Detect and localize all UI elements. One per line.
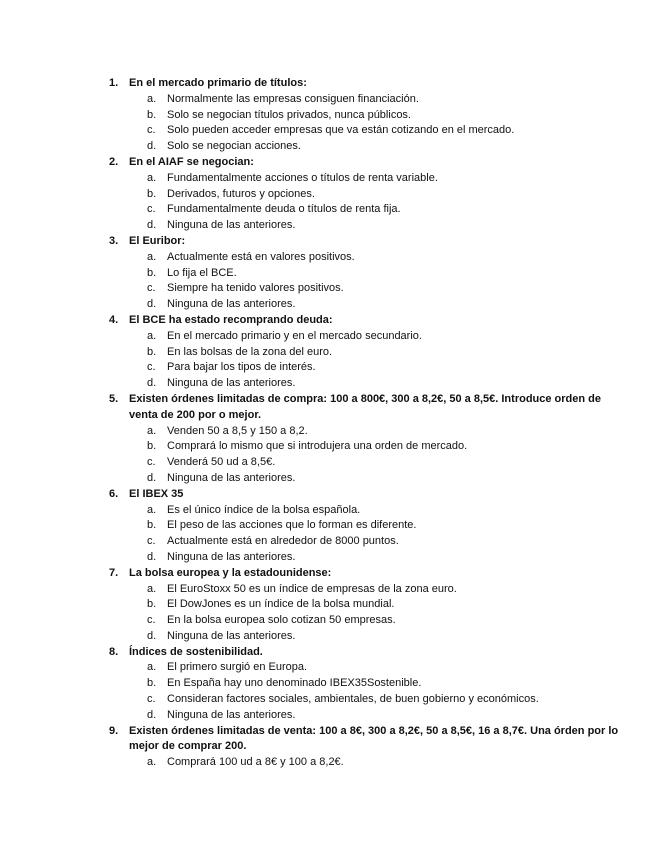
option-list (109, 171, 629, 234)
option-letter: a. (147, 92, 157, 105)
option-letter: a. (147, 503, 157, 516)
option-letter: c. (147, 282, 156, 295)
option-text: Solo se negocian títulos privados, nunca públicos. (167, 108, 411, 121)
option-text: Consideran factores sociales, ambientales, de buen gobierno y económicos. (167, 693, 539, 706)
option-text: Es el único índice de la bolsa española. (167, 503, 361, 516)
question-heading (109, 313, 629, 329)
question-number: 1. (109, 77, 119, 89)
option-text: El DowJones es un índice de la bolsa mundial. (167, 598, 395, 611)
option-text: Fundamentalmente acciones o títulos de renta variable. (167, 171, 438, 184)
question-number: 2. (109, 155, 119, 168)
option-text: Ninguna de las anteriores. (167, 708, 296, 721)
question-list (109, 76, 629, 771)
option-letter: d. (147, 708, 157, 721)
option-letter: b. (147, 519, 157, 532)
answer-option (109, 629, 629, 645)
option-text: En la bolsa europea solo cotizan 50 empresas. (167, 614, 396, 627)
option-letter: c. (147, 361, 156, 374)
option-text: Venden 50 a 8,5 y 150 a 8,2. (167, 424, 308, 437)
option-text: Comprará lo mismo que si introdujera una orden de mercado. (167, 440, 468, 453)
option-text: Actualmente está en alrededor de 8000 puntos. (167, 535, 399, 548)
option-text: El EuroStoxx 50 es un índice de empresas de la zona euro. (167, 582, 457, 595)
option-letter: c. (147, 614, 156, 627)
question-item (109, 392, 629, 487)
option-list (109, 582, 629, 645)
option-letter: a. (147, 424, 157, 437)
option-text: Ninguna de las anteriores. (167, 471, 296, 484)
answer-option (109, 187, 629, 203)
option-text: Venderá 50 ud a 8,5€. (167, 456, 276, 469)
option-list (109, 92, 629, 155)
question-item (109, 724, 629, 771)
option-text: Normalmente las empresas consiguen financiación. (167, 92, 419, 105)
question-text: El Euribor: (129, 234, 186, 247)
option-letter: d. (147, 471, 157, 484)
option-text: Ninguna de las anteriores. (167, 298, 296, 311)
option-list (109, 503, 629, 566)
option-text: En las bolsas de la zona del euro. (167, 345, 333, 358)
answer-option (109, 582, 629, 598)
question-number: 5. (109, 392, 119, 405)
question-text: Existen órdenes limitadas de compra: 100 a 800€, 300 a 8,2€, 50 a 8,5€. Introduce orden de venta de 200 por o mejor. (129, 392, 601, 421)
answer-option (109, 171, 629, 187)
question-heading (109, 234, 629, 250)
answer-option (109, 202, 629, 218)
option-letter: a. (147, 582, 157, 595)
option-text: Solo pueden acceder empresas que va están cotizando en el mercado. (167, 124, 515, 137)
answer-option (109, 597, 629, 613)
answer-option (109, 297, 629, 313)
option-text: Ninguna de las anteriores. (167, 550, 296, 563)
option-letter: a. (147, 329, 157, 342)
option-text: Lo fija el BCE. (167, 266, 237, 279)
option-text: En España hay uno denominado IBEX35Sostenible. (167, 677, 422, 690)
answer-option (109, 692, 629, 708)
option-letter: b. (147, 440, 157, 453)
question-number: 9. (109, 724, 119, 737)
option-letter: c. (147, 693, 156, 706)
option-list (109, 329, 629, 392)
answer-option (109, 534, 629, 550)
question-heading (109, 566, 629, 582)
question-heading (109, 155, 629, 171)
option-text: Para bajar los tipos de interés. (167, 361, 316, 374)
option-text: Siempre ha tenido valores positivos. (167, 282, 344, 295)
option-list (109, 660, 629, 723)
question-number: 8. (109, 645, 119, 658)
question-item (109, 313, 629, 392)
question-item (109, 155, 629, 234)
question-text: En el AIAF se negocian: (129, 155, 254, 168)
answer-option (109, 329, 629, 345)
option-letter: b. (147, 108, 157, 121)
question-item (109, 645, 629, 724)
option-letter: d. (147, 629, 157, 642)
option-letter: a. (147, 756, 157, 769)
answer-option (109, 755, 629, 771)
answer-option (109, 281, 629, 297)
answer-option (109, 660, 629, 676)
option-text: Solo se negocian acciones. (167, 140, 301, 153)
question-item (109, 487, 629, 566)
option-letter: c. (147, 124, 156, 137)
option-text: Derivados, futuros y opciones. (167, 187, 315, 200)
option-letter: d. (147, 140, 157, 153)
option-letter: b. (147, 187, 157, 200)
option-letter: b. (147, 677, 157, 690)
option-text: El primero surgió en Europa. (167, 661, 308, 674)
option-letter: b. (147, 345, 157, 358)
answer-option (109, 518, 629, 534)
question-heading (109, 76, 629, 92)
question-number: 7. (109, 566, 119, 579)
option-letter: a. (147, 250, 157, 263)
option-text: Ninguna de las anteriores. (167, 629, 296, 642)
answer-option (109, 503, 629, 519)
option-list (109, 250, 629, 313)
question-heading (109, 645, 629, 661)
answer-option (109, 676, 629, 692)
option-text: Ninguna de las anteriores. (167, 219, 296, 232)
option-letter: a. (147, 661, 157, 674)
question-number: 4. (109, 313, 119, 326)
answer-option (109, 708, 629, 724)
option-text: Comprará 100 ud a 8€ y 100 a 8,2€. (167, 756, 344, 769)
option-letter: c. (147, 456, 156, 469)
question-text: El IBEX 35 (129, 487, 184, 500)
answer-option (109, 139, 629, 155)
answer-option (109, 455, 629, 471)
question-heading (109, 392, 629, 424)
answer-option (109, 439, 629, 455)
question-item (109, 76, 629, 155)
option-letter: c. (147, 535, 156, 548)
answer-option (109, 345, 629, 361)
question-text: En el mercado primario de títulos: (129, 77, 307, 89)
answer-option (109, 266, 629, 282)
option-letter: b. (147, 598, 157, 611)
option-text: En el mercado primario y en el mercado secundario. (167, 329, 422, 342)
option-text: Actualmente está en valores positivos. (167, 250, 355, 263)
question-text: Índices de sostenibilidad. (129, 645, 263, 658)
question-number: 3. (109, 234, 119, 247)
option-letter: a. (147, 171, 157, 184)
option-text: Fundamentalmente deuda o títulos de renta fija. (167, 203, 401, 216)
answer-option (109, 360, 629, 376)
question-item (109, 234, 629, 313)
option-letter: c. (147, 203, 156, 216)
question-text: Existen órdenes limitadas de venta: 100 a 8€, 300 a 8,2€, 50 a 8,5€, 16 a 8,7€. Una órden por lo mejor de comprar 200. (129, 724, 619, 753)
question-item (109, 566, 629, 645)
question-text: El BCE ha estado recomprando deuda: (129, 313, 333, 326)
answer-option (109, 471, 629, 487)
option-text: Ninguna de las anteriores. (167, 377, 296, 390)
option-list (109, 755, 629, 771)
answer-option (109, 92, 629, 108)
option-text: El peso de las acciones que lo forman es diferente. (167, 519, 417, 532)
option-letter: d. (147, 377, 157, 390)
option-letter: d. (147, 550, 157, 563)
option-letter: d. (147, 298, 157, 311)
answer-option (109, 250, 629, 266)
option-letter: d. (147, 219, 157, 232)
answer-option (109, 424, 629, 440)
answer-option (109, 550, 629, 566)
answer-option (109, 108, 629, 124)
question-heading (109, 724, 629, 756)
answer-option (109, 123, 629, 139)
option-letter: b. (147, 266, 157, 279)
question-text: La bolsa europea y la estadounidense: (129, 566, 332, 579)
question-heading (109, 487, 629, 503)
question-number: 6. (109, 487, 119, 500)
answer-option (109, 613, 629, 629)
answer-option (109, 376, 629, 392)
answer-option (109, 218, 629, 234)
option-list (109, 424, 629, 487)
